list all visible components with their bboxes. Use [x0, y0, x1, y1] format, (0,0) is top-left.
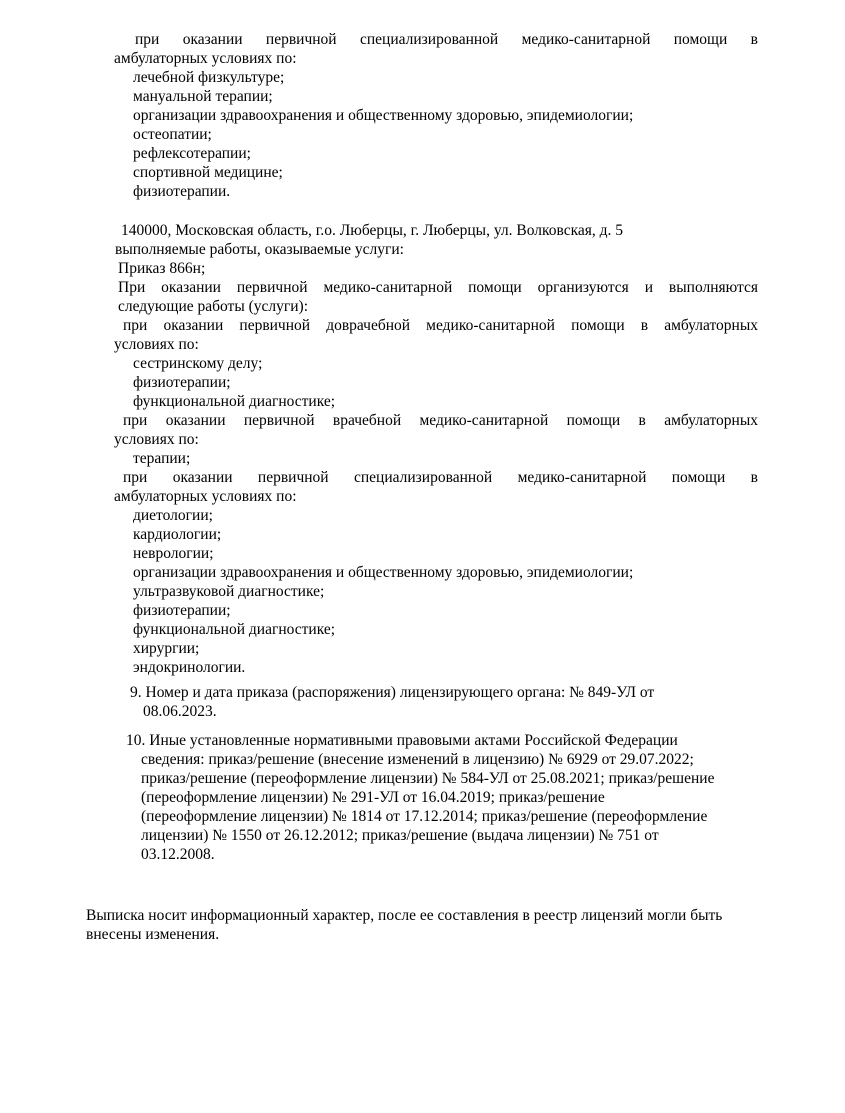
footer-note-line: внесены изменения. [86, 926, 220, 943]
order-reference: Приказ 866н; [118, 260, 206, 277]
service-list-item: сестринскому делу; [133, 355, 263, 372]
service-list-item: мануальной терапии; [133, 88, 273, 105]
numbered-item-line: 10. Иные установленные нормативными правовыми актами Российской Федерации [126, 732, 678, 749]
numbered-item-10 [86, 731, 758, 864]
paragraph-line: при оказании первичной доврачебной медико-санитарной помощи в амбулаторных [123, 317, 758, 334]
footer-note-line: Выписка носит информационный характер, после ее составления в реестр лицензий могли быть [86, 907, 723, 924]
numbered-item-line: сведения: приказ/решение (внесение изменений в лицензию) № 6929 от 29.07.2022; [141, 751, 694, 768]
service-list-item: кардиологии; [133, 526, 222, 543]
pre-medical-care-services [86, 316, 758, 411]
service-list-item: функциональной диагностике; [133, 621, 336, 638]
paragraph-line: при оказании первичной специализированной медико-санитарной помощи в [123, 469, 758, 486]
service-list-item: эндокринологии. [133, 659, 246, 676]
footer-note [86, 906, 758, 944]
service-list-item: хирургии; [133, 640, 200, 657]
works-heading: выполняемые работы, оказываемые услуги: [115, 241, 404, 258]
numbered-item-line: (переоформление лицензии) № 291-УЛ от 16.04.2019; приказ/решение [141, 789, 605, 806]
service-list-item: физиотерапии. [133, 183, 231, 200]
paragraph-line: При оказании первичной медико-санитарной помощи организуются и выполняются [118, 279, 758, 296]
numbered-item-9 [86, 683, 758, 721]
service-list-item: ультразвуковой диагностике; [133, 583, 325, 600]
service-list-item: терапии; [133, 450, 191, 467]
license-address-services [86, 221, 758, 677]
service-list-item: спортивной медицине; [133, 164, 283, 181]
paragraph-line: условиях по: [114, 431, 199, 448]
numbered-item-line: (переоформление лицензии) № 1814 от 17.12.2014; приказ/решение (переоформление [141, 808, 708, 825]
paragraph-line: при оказании первичной специализированной медико-санитарной помощи в [135, 31, 758, 48]
numbered-item-line: 03.12.2008. [141, 846, 215, 863]
numbered-item-line: 9. Номер и дата приказа (распоряжения) лицензирующего органа: № 849-УЛ от [130, 684, 655, 701]
numbered-item-line: приказ/решение (переоформление лицензии) № 584-УЛ от 25.08.2021; приказ/решение [141, 770, 715, 787]
medical-care-services [86, 411, 758, 468]
service-list-item: физиотерапии; [133, 374, 231, 391]
paragraph-line: амбулаторных условиях по: [114, 488, 297, 505]
paragraph-line: условиях по: [114, 336, 199, 353]
service-list-item: рефлексотерапии; [133, 145, 251, 162]
paragraph-line: при оказании первичной врачебной медико-санитарной помощи в амбулаторных [123, 412, 758, 429]
numbered-item-line: лицензии) № 1550 от 26.12.2012; приказ/решение (выдача лицензии) № 751 от [141, 827, 659, 844]
service-list-item: неврологии; [133, 545, 214, 562]
service-list-item: физиотерапии; [133, 602, 231, 619]
continued-specialized-services [86, 30, 758, 201]
service-list-item: остеопатии; [133, 126, 212, 143]
specialized-care-services [86, 468, 758, 677]
service-list-item: диетологии; [133, 507, 213, 524]
paragraph-line: амбулаторных условиях по: [114, 50, 297, 67]
service-list-item: лечебной физкультуре; [133, 69, 285, 86]
address-line: 140000, Московская область, г.о. Люберцы, г. Люберцы, ул. Волковская, д. 5 [121, 222, 624, 239]
service-list-item: организации здравоохранения и общественному здоровью, эпидемиологии; [133, 107, 634, 124]
service-list-item: организации здравоохранения и общественному здоровью, эпидемиологии; [133, 564, 634, 581]
paragraph-line: следующие работы (услуги): [118, 298, 309, 315]
license-extract-text [86, 30, 758, 944]
numbered-item-line: 08.06.2023. [143, 703, 217, 720]
service-list-item: функциональной диагностике; [133, 393, 336, 410]
